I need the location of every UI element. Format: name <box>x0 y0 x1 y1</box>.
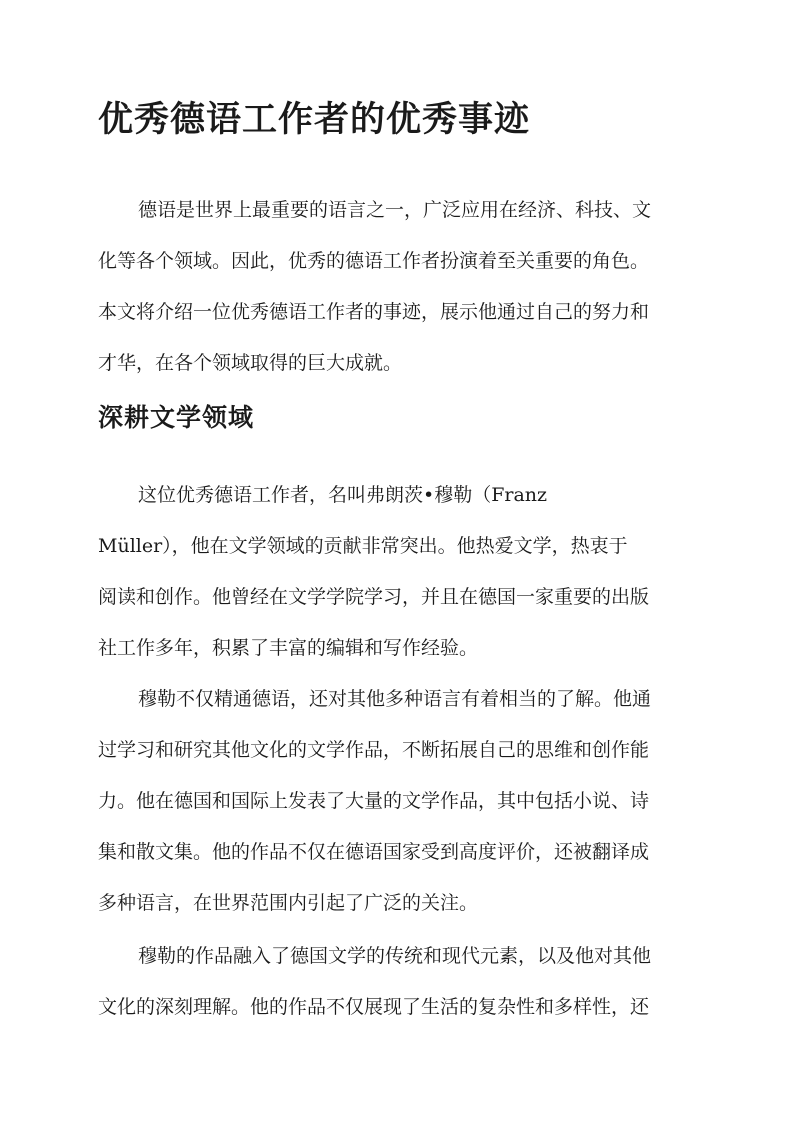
section-paragraph-1 <box>98 480 704 684</box>
paragraph-line: 文化的深刻理解。他的作品不仅展现了生活的复杂性和多样性，还 <box>98 996 650 1018</box>
paragraph-line: 集和散文集。他的作品不仅在德语国家受到高度评价，还被翻译成 <box>98 841 650 863</box>
section-paragraph-3 <box>98 941 704 1043</box>
paragraph-line: 社工作多年，积累了丰富的编辑和写作经验。 <box>98 637 479 659</box>
paragraph-line: 化等各个领域。因此，优秀的德语工作者扮演着至关重要的角色。 <box>98 250 650 272</box>
paragraph-line: 阅读和创作。他曾经在文学学院学习，并且在德国一家重要的出版 <box>98 586 650 608</box>
section-paragraph-2 <box>98 684 704 939</box>
paragraph-line: 过学习和研究其他文化的文学作品，不断拓展自己的思维和创作能 <box>98 739 650 761</box>
paragraph-line: Müller），他在文学领域的贡献非常突出。他热爱文学，热衷于 <box>98 535 628 557</box>
paragraph-line: 力。他在德国和国际上发表了大量的文学作品，其中包括小说、诗 <box>98 790 650 812</box>
paragraph-line: 这位优秀德语工作者，名叫弗朗茨•穆勒（Franz <box>138 484 548 506</box>
paragraph-line: 才华，在各个领域取得的巨大成就。 <box>98 352 403 374</box>
paragraph-line: 本文将介绍一位优秀德语工作者的事迹，展示他通过自己的努力和 <box>98 301 650 323</box>
section-heading: 深耕文学领域 <box>98 403 255 432</box>
paragraph-line: 多种语言，在世界范围内引起了广泛的关注。 <box>98 892 479 914</box>
paragraph-line: 德语是世界上最重要的语言之一，广泛应用在经济、科技、文 <box>138 199 652 221</box>
paragraph-line: 穆勒不仅精通德语，还对其他多种语言有着相当的了解。他通 <box>138 688 652 710</box>
intro-paragraph <box>98 195 704 399</box>
paragraph-line: 穆勒的作品融入了德国文学的传统和现代元素，以及他对其他 <box>138 945 652 967</box>
document-title: 优秀德语工作者的优秀事迹 <box>98 99 531 140</box>
